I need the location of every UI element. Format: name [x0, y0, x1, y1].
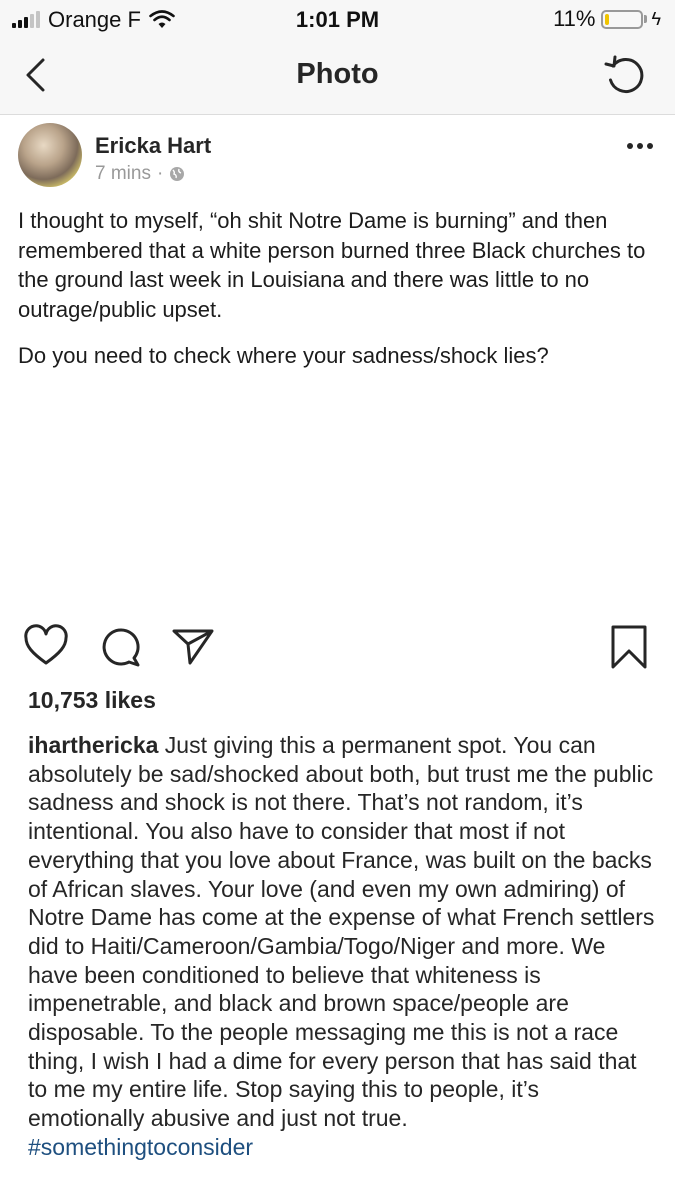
- post-paragraph: Do you need to check where your sadness/shock lies?: [18, 343, 549, 368]
- carrier-name: Orange F: [48, 7, 141, 32]
- author-name[interactable]: Ericka Hart: [95, 133, 212, 158]
- charging-bolt-icon: ϟ: [651, 8, 661, 29]
- avatar[interactable]: [18, 123, 82, 187]
- status-right: [553, 6, 661, 32]
- post-paragraph: I thought to myself, “oh shit Notre Dame is burning” and then remembered that a white person burned three Black churches to the ground last week in Louisiana and there was little to no outrage/public upset.: [18, 208, 646, 322]
- action-bar: [0, 620, 675, 674]
- battery-icon: [601, 10, 643, 29]
- post-content: [18, 206, 663, 388]
- meta-separator: ·: [156, 163, 164, 184]
- caption-username[interactable]: iharthericka: [28, 732, 159, 758]
- heart-icon[interactable]: [22, 623, 70, 671]
- hashtag-link[interactable]: #somethingtoconsider: [28, 1133, 254, 1160]
- likes-count[interactable]: 10,753 likes: [28, 687, 156, 713]
- caption: [28, 731, 658, 1162]
- send-icon[interactable]: [169, 623, 217, 671]
- post-meta: [95, 163, 185, 185]
- more-options-icon[interactable]: [627, 143, 653, 149]
- battery-level: [605, 14, 609, 25]
- refresh-icon[interactable]: [601, 52, 651, 102]
- status-time: 1:01 PM: [295, 7, 380, 32]
- globe-icon: [169, 166, 185, 182]
- comment-icon[interactable]: [97, 623, 145, 671]
- status-bar: [0, 0, 675, 38]
- bookmark-icon[interactable]: [609, 623, 649, 671]
- page-title: Photo: [296, 58, 379, 90]
- navigation-bar: [0, 38, 675, 115]
- battery-percent: 11%: [553, 6, 596, 31]
- battery-tip: [644, 15, 647, 23]
- post-timestamp: 7 mins: [95, 163, 151, 184]
- caption-text: Just giving this a permanent spot. You can absolutely be sad/shocked about both, but trust me the public sadness and shock is not there. That’s not random, it’s intentional. You also have to consider that most if not everything that you love about France, was built on the backs of African slaves. Your love (and even my own admiring) of Notre Dame has come at the expense of what French settlers did to Haiti/Cameroon/Gambia/Togo/Niger and more. We have been conditioned to believe that whiteness is impenetrable, and black and brown space/people are disposable. To the people messaging me this is not a race thing, I wish I had a dime for every person that has said that to me my entire life. Stop saying this to people, it’s emotionally abusive and just not true.: [28, 732, 655, 1132]
- post-header: [0, 115, 675, 200]
